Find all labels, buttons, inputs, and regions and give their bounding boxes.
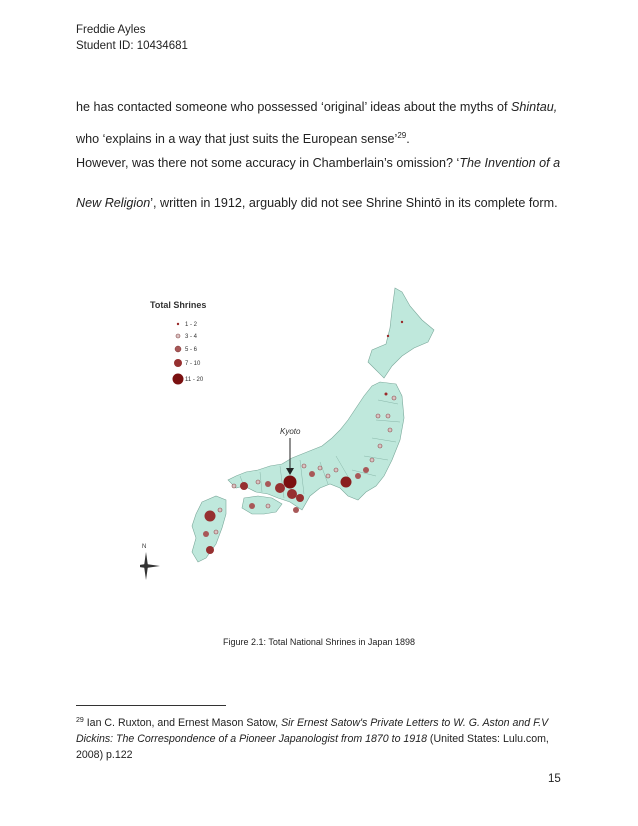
footnote-text: Ian C. Ruxton, and Ernest Mason Satow, [83,717,282,729]
paragraph-line-4 [76,195,576,211]
footnote-text: (United States: Lulu.com, 2008) p.122 [76,733,549,761]
japan-shrine-map [140,270,440,620]
shrine-marker [388,428,392,432]
shrine-marker [275,483,285,493]
author-name: Freddie Ayles [76,24,146,36]
shrine-marker [266,504,270,508]
shrine-marker [218,508,222,512]
legend-swatch [176,334,180,338]
legend [173,322,204,385]
shrine-marker [355,473,361,479]
footnote-title: Sir Ernest Satow's Private Letters to W. G. Aston and F.V Dickins: The Correspondence of a Pioneer Japanologist from 1870 to 1918 [76,717,549,745]
hokkaido-island [368,288,434,378]
shrine-marker [376,414,380,418]
figure-caption: Figure 2.1: Total National Shrines in Japan 1898 [223,637,415,647]
legend-swatch [173,374,184,385]
shrine-marker [296,494,304,502]
footnote-divider [76,705,226,706]
text: he has contacted someone who possessed ‘original’ ideas about the myths of [76,100,511,114]
shrine-marker [392,396,396,400]
shrine-marker [265,481,271,487]
page-header [76,22,188,54]
legend-label: 5 - 6 [185,347,198,353]
legend-label: 1 - 2 [185,322,198,328]
shrine-marker [249,503,255,509]
shrine-marker [256,480,260,484]
footnote-ref[interactable]: 29 [397,131,407,140]
legend-label: 7 - 10 [185,361,201,367]
shrine-marker [341,477,352,488]
shrine-marker [326,474,330,478]
shikoku-island [242,496,282,514]
shrine-marker [287,489,297,499]
shrine-marker [302,464,306,468]
shrine-marker [214,530,218,534]
text: who ‘explains in a way that just suits the European sense’ [76,132,398,147]
legend-label: 11 - 20 [185,377,204,383]
shrine-marker [284,476,297,489]
student-id: Student ID: 10434681 [76,40,188,52]
text: ’, written in 1912, arguably did not see Shrine Shintō in its complete form. [150,196,558,210]
shrine-marker [232,484,236,488]
shrine-marker [385,393,388,396]
paragraph-line-2 [76,128,576,147]
text: . [406,132,410,147]
kyoto-label: Kyoto [280,427,301,436]
compass-north-label: N [142,544,147,550]
paragraph-line-1 [76,99,576,115]
legend-title: Total Shrines [150,300,207,310]
legend-swatch [177,323,179,325]
italic-text: The Invention of a [459,156,561,170]
compass-rose-icon [140,544,160,580]
footnote [76,713,562,763]
legend-swatch [175,346,181,352]
italic-text: New Religion [76,196,151,210]
shrine-marker [386,414,390,418]
shrine-marker [240,482,248,490]
shrine-marker [203,531,209,537]
shrine-marker [334,468,338,472]
honshu-island [228,382,404,510]
shrine-marker [378,444,382,448]
legend-label: 3 - 4 [185,334,198,340]
shrine-marker [205,511,216,522]
shrine-marker [206,546,214,554]
paragraph-line-3 [76,155,576,171]
footnote-number: 29 [76,717,84,724]
legend-swatch [174,359,182,367]
shrine-marker [293,507,299,513]
shrine-marker [370,458,374,462]
text: However, was there not some accuracy in Chamberlain’s omission? ‘ [76,156,460,170]
shrine-marker [318,466,322,470]
italic-text: Shintau, [510,100,558,114]
shrine-marker [387,335,389,337]
page-number: 15 [548,773,561,785]
shrine-marker [309,471,315,477]
shrine-marker [401,321,403,323]
shrine-marker [363,467,369,473]
